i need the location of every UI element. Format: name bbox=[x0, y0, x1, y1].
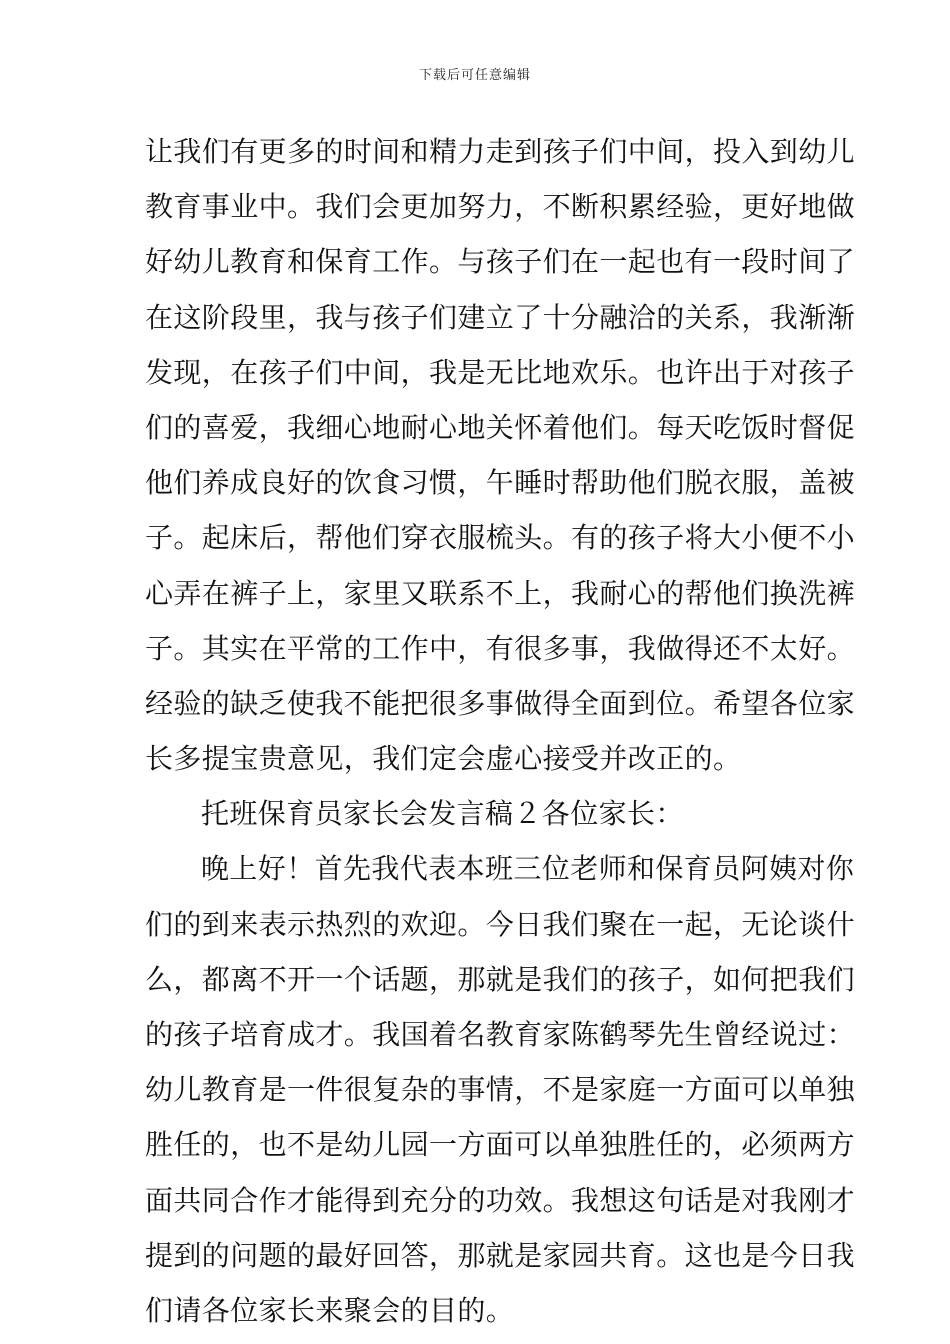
text-line: 面共同合作才能得到充分的功效。我想这句话是对我刚才 bbox=[145, 1183, 856, 1217]
text-line: 好幼儿教育和保育工作。与孩子们在一起也有一段时间了 bbox=[145, 245, 856, 279]
text-line: 让我们有更多的时间和精力走到孩子们中间，投入到幼儿 bbox=[145, 135, 856, 168]
text-line: 在这阶段里，我与孩子们建立了十分融洽的关系，我渐渐 bbox=[145, 300, 856, 334]
page-header: 下载后可任意编辑 bbox=[418, 68, 531, 83]
text-line: 教育事业中。我们会更加努力，不断积累经验，更好地做 bbox=[145, 190, 856, 224]
text-line: 心弄在裤子上，家里又联系不上，我耐心的帮他们换洗裤 bbox=[145, 576, 856, 610]
text-line: 们的到来表示热烈的欢迎。今日我们聚在一起，无论谈什 bbox=[145, 907, 856, 941]
section-heading: 托班保育员家长会发言稿２各位家长： bbox=[201, 797, 684, 831]
text-line: 幼儿教育是一件很复杂的事情，不是家庭一方面可以单独 bbox=[145, 1073, 856, 1107]
text-line: 他们养成良好的饮食习惯，午睡时帮助他们脱衣服，盖被 bbox=[145, 466, 856, 500]
paragraph-start-line: 晚上好！首先我代表本班三位老师和保育员阿姨对你 bbox=[201, 852, 855, 886]
text-line: 长多提宝贵意见，我们定会虚心接受并改正的。 bbox=[145, 742, 742, 776]
text-line: 们请各位家长来聚会的目的。 bbox=[145, 1293, 515, 1327]
text-line: 的孩子培育成才。我国着名教育家陈鹤琴先生曾经说过： bbox=[145, 1018, 856, 1051]
text-line: 胜任的，也不是幼儿园一方面可以单独胜任的，必须两方 bbox=[145, 1128, 856, 1162]
text-line: 么，都离不开一个话题，那就是我们的孩子，如何把我们 bbox=[145, 962, 856, 996]
text-line: 经验的缺乏使我不能把很多事做得全面到位。希望各位家 bbox=[145, 686, 856, 720]
text-line: 们的喜爱，我细心地耐心地关怀着他们。每天吃饭时督促 bbox=[145, 410, 856, 444]
text-line: 子。其实在平常的工作中，有很多事，我做得还不太好。 bbox=[145, 631, 856, 665]
text-line: 发现，在孩子们中间，我是无比地欢乐。也许出于对孩子 bbox=[145, 355, 856, 389]
text-line: 子。起床后，帮他们穿衣服梳头。有的孩子将大小便不小 bbox=[145, 521, 856, 555]
document-body bbox=[145, 124, 856, 1338]
text-line: 提到的问题的最好回答，那就是家园共育。这也是今日我 bbox=[145, 1238, 856, 1272]
